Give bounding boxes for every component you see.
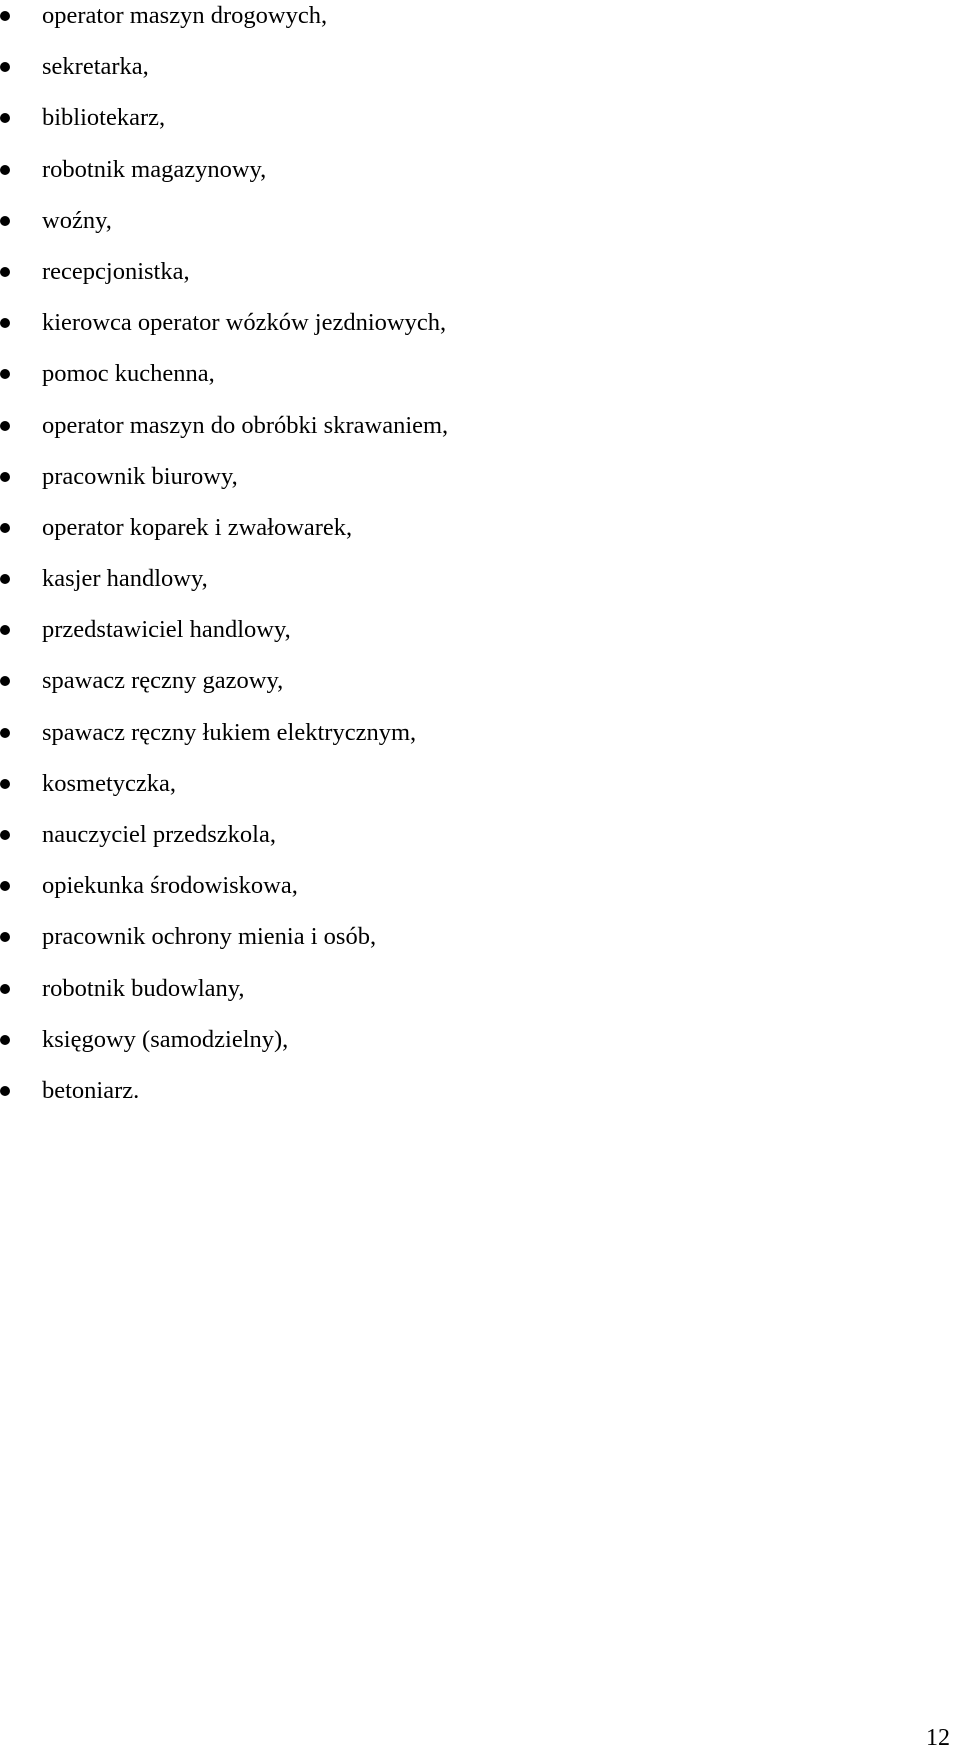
bullet-icon [0, 267, 10, 277]
list-item-label: operator maszyn do obróbki skrawaniem, [42, 411, 449, 439]
list-item-label: operator koparek i zwałowarek, [42, 513, 353, 541]
list-item [0, 154, 940, 205]
bullet-icon [0, 523, 10, 533]
list-item [0, 51, 940, 102]
list-item-label: betoniarz. [42, 1076, 140, 1104]
list-item [0, 1024, 940, 1075]
list-item-label: opiekunka środowiskowa, [42, 872, 298, 900]
bullet-icon [0, 779, 10, 789]
list-item-label: przedstawiciel handlowy, [42, 616, 291, 644]
bullet-icon [0, 421, 10, 431]
list-item [0, 921, 940, 972]
list-item-label: bibliotekarz, [42, 104, 166, 132]
bullet-icon [0, 216, 10, 226]
list-item-label: spawacz ręczny gazowy, [42, 667, 284, 695]
list-item [0, 717, 940, 768]
bullet-icon [0, 728, 10, 738]
list-item-label: operator maszyn drogowych, [42, 2, 328, 29]
list-item [0, 256, 940, 307]
list-item-label: spawacz ręczny łukiem elektrycznym, [42, 718, 417, 746]
list-item [0, 768, 940, 819]
list-item-label: woźny, [42, 206, 112, 234]
list-item-label: recepcjonistka, [42, 257, 190, 285]
list-item [0, 870, 940, 921]
list-item [0, 819, 940, 870]
list-item-label: kasjer handlowy, [42, 565, 208, 593]
list-item-label: robotnik magazynowy, [42, 155, 267, 183]
list-item [0, 0, 940, 51]
list-item-label: robotnik budowlany, [42, 974, 245, 1002]
bullet-icon [0, 676, 10, 686]
list-item [0, 307, 940, 358]
list-item-label: kosmetyczka, [42, 769, 177, 797]
bullet-icon [0, 11, 10, 21]
page-number: 12 [926, 1725, 950, 1751]
list-item [0, 205, 940, 256]
bullet-icon [0, 165, 10, 175]
bullet-icon [0, 1035, 10, 1045]
bullet-icon [0, 318, 10, 328]
list-item-label: nauczyciel przedszkola, [42, 821, 276, 848]
bullet-icon [0, 932, 10, 942]
list-item-label: pomoc kuchenna, [42, 360, 215, 388]
bullet-icon [0, 472, 10, 482]
bullet-icon [0, 369, 10, 379]
bullet-icon [0, 1086, 10, 1096]
list-item [0, 614, 940, 665]
list-item-label: księgowy (samodzielny), [42, 1025, 289, 1053]
bullet-icon [0, 984, 10, 994]
bullet-icon [0, 625, 10, 635]
list-item [0, 512, 940, 563]
list-item [0, 973, 940, 1024]
list-item [0, 665, 940, 716]
list-item-label: pracownik ochrony mienia i osób, [42, 923, 377, 951]
list-item [0, 102, 940, 153]
list-item [0, 410, 940, 461]
list-item-label: pracownik biurowy, [42, 462, 238, 490]
bullet-icon [0, 830, 10, 840]
bullet-icon [0, 574, 10, 584]
list-item [0, 358, 940, 409]
list-item [0, 461, 940, 512]
list-item [0, 563, 940, 614]
list-item-label: sekretarka, [42, 53, 149, 81]
bullet-icon [0, 881, 10, 891]
bullet-icon [0, 113, 10, 123]
list-item-label: kierowca operator wózków jezdniowych, [42, 309, 447, 337]
bullet-icon [0, 62, 10, 72]
list-item [0, 1075, 940, 1126]
